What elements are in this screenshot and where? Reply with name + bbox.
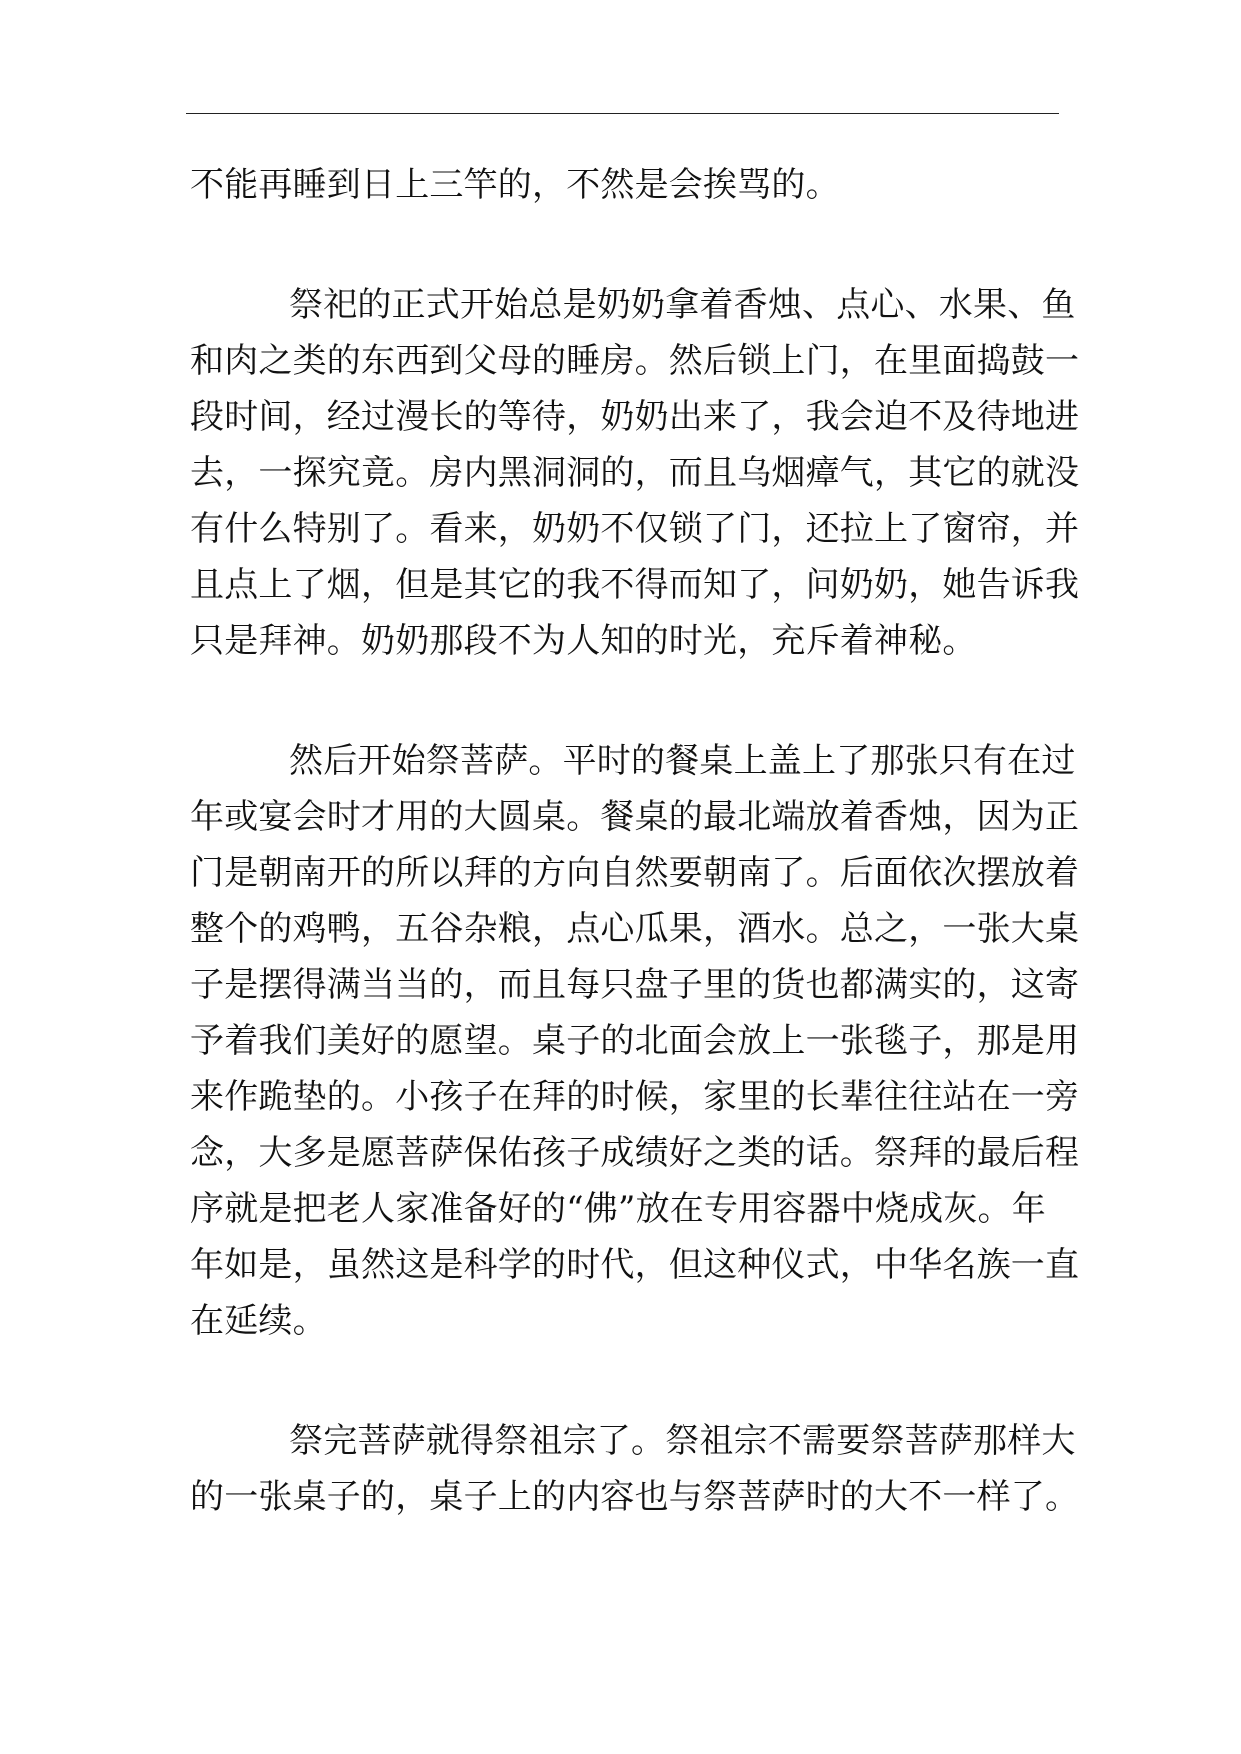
text-line: 念，大多是愿菩萨保佑孩子成绩好之类的话。祭拜的最后程 [190, 1133, 1080, 1173]
text-line: 门是朝南开的所以拜的方向自然要朝南了。后面依次摆放着 [190, 853, 1080, 893]
text-line: 子是摆得满当当的，而且每只盘子里的货也都满实的，这寄 [190, 965, 1080, 1005]
text-line: 予着我们美好的愿望。桌子的北面会放上一张毯子，那是用 [190, 1021, 1080, 1061]
paragraph-first-line: 祭完菩萨就得祭祖宗了。祭祖宗不需要祭菩萨那样大 [289, 1421, 1076, 1461]
text-line: 序就是把老人家准备好的“佛”放在专用容器中烧成灰。年 [190, 1189, 1046, 1229]
text-line: 不能再睡到日上三竿的，不然是会挨骂的。 [190, 165, 840, 205]
text-line: 整个的鸡鸭，五谷杂粮，点心瓜果，酒水。总之，一张大桌 [190, 909, 1080, 949]
paragraph-first-line: 祭祀的正式开始总是奶奶拿着香烛、点心、水果、鱼 [289, 285, 1076, 325]
text-line: 年或宴会时才用的大圆桌。餐桌的最北端放着香烛，因为正 [190, 797, 1080, 837]
text-line: 且点上了烟，但是其它的我不得而知了，问奶奶，她告诉我 [190, 565, 1080, 605]
text-line: 只是拜神。奶奶那段不为人知的时光，充斥着神秘。 [190, 621, 977, 661]
text-line: 的一张桌子的，桌子上的内容也与祭菩萨时的大不一样了。 [190, 1477, 1080, 1517]
text-line: 来作跪垫的。小孩子在拜的时候，家里的长辈往往站在一旁 [190, 1077, 1080, 1117]
text-line: 在延续。 [190, 1301, 327, 1341]
text-line: 段时间，经过漫长的等待，奶奶出来了，我会迫不及待地进 [190, 397, 1080, 437]
header-rule [186, 113, 1059, 114]
text-line: 和肉之类的东西到父母的睡房。然后锁上门，在里面捣鼓一 [190, 341, 1080, 381]
text-line: 年如是，虽然这是科学的时代，但这种仪式，中华名族一直 [190, 1245, 1080, 1285]
text-line: 去，一探究竟。房内黑洞洞的，而且乌烟瘴气，其它的就没 [190, 453, 1080, 493]
paragraph-first-line: 然后开始祭菩萨。平时的餐桌上盖上了那张只有在过 [289, 741, 1076, 781]
text-line: 有什么特别了。看来，奶奶不仅锁了门，还拉上了窗帘，并 [190, 509, 1080, 549]
